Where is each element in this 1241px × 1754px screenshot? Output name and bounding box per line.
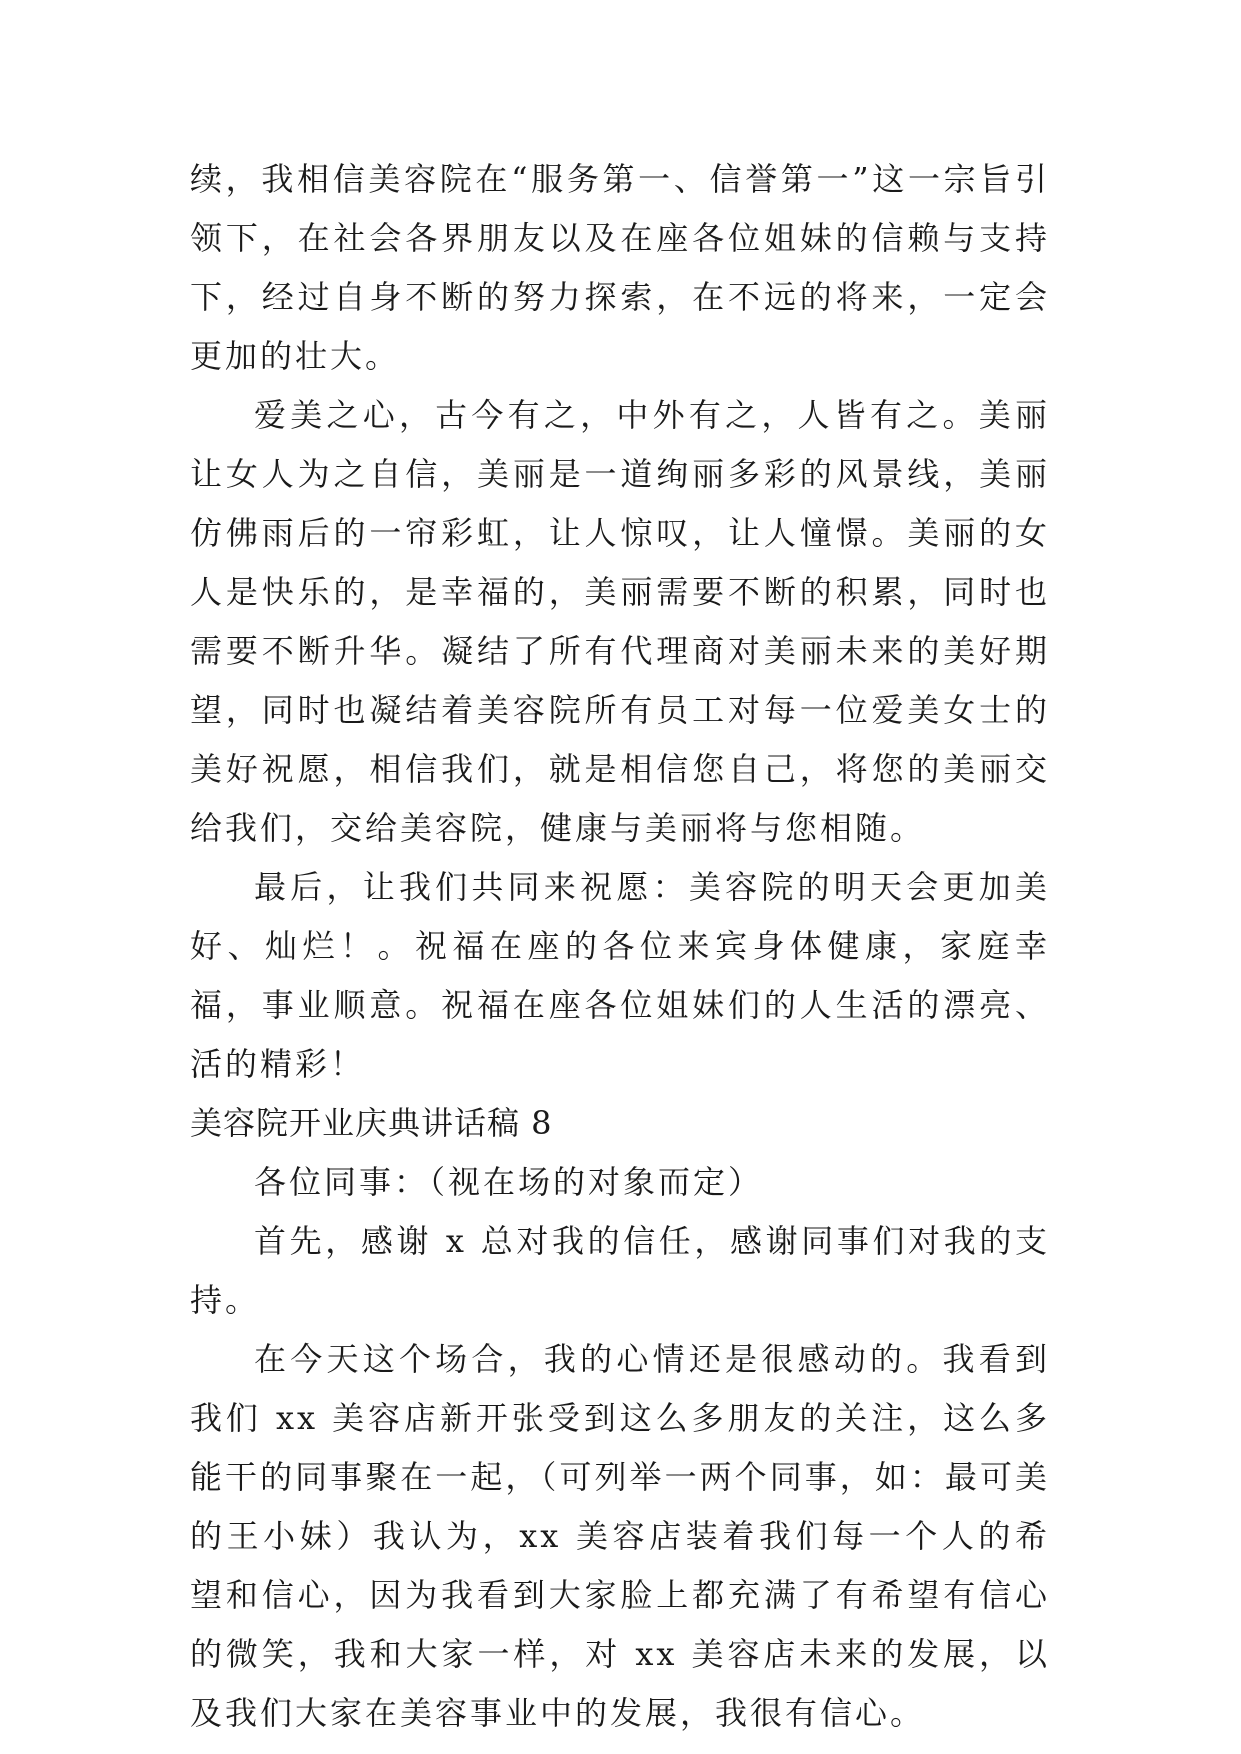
document-page: [190, 150, 1050, 1743]
paragraph-thanks: 首先，感谢 x 总对我的信任，感谢同事们对我的支持。: [190, 1222, 1050, 1319]
paragraph-feelings: 在今天这个场合，我的心情还是很感动的。我看到我们 xx 美容店新开张受到这么多朋友的关注，这么多能干的同事聚在一起，（可列举一两个同事，如：最可美的王小妹）我认为，xx 美容店装着我们每一个人的希望和信心，因为我看到大家脸上都充满了有希望有信心的微笑，我和大家一样，对 xx 美容店未来的发展，以及我们大家在美容事业中的发展，我很有信心。: [190, 1340, 1050, 1732]
paragraph-continuation: 续，我相信美容院在“服务第一、信誉第一”这一宗旨引领下，在社会各界朋友以及在座各位姐妹的信赖与支持下，经过自身不断的努力探索，在不远的将来，一定会更加的壮大。: [190, 160, 1050, 375]
paragraph-closing-wishes: 最后，让我们共同来祝愿：美容院的明天会更加美好、灿烂！。祝福在座的各位来宾身体健康，家庭幸福，事业顺意。祝福在座各位姐妹们的人生活的漂亮、活的精彩！: [190, 868, 1050, 1083]
paragraph-beauty: 爱美之心，古今有之，中外有之，人皆有之。美丽让女人为之自信，美丽是一道绚丽多彩的风景线，美丽仿佛雨后的一帘彩虹，让人惊叹，让人憧憬。美丽的女人是快乐的，是幸福的，美丽需要不断的积累，同时也需要不断升华。凝结了所有代理商对美丽未来的美好期望，同时也凝结着美容院所有员工对每一位爱美女士的美好祝愿，相信我们，就是相信您自己，将您的美丽交给我们，交给美容院，健康与美丽将与您相随。: [190, 396, 1050, 847]
paragraph-salutation: 各位同事：（视在场的对象而定）: [254, 1163, 764, 1201]
section-title: 美容院开业庆典讲话稿 8: [190, 1104, 553, 1142]
